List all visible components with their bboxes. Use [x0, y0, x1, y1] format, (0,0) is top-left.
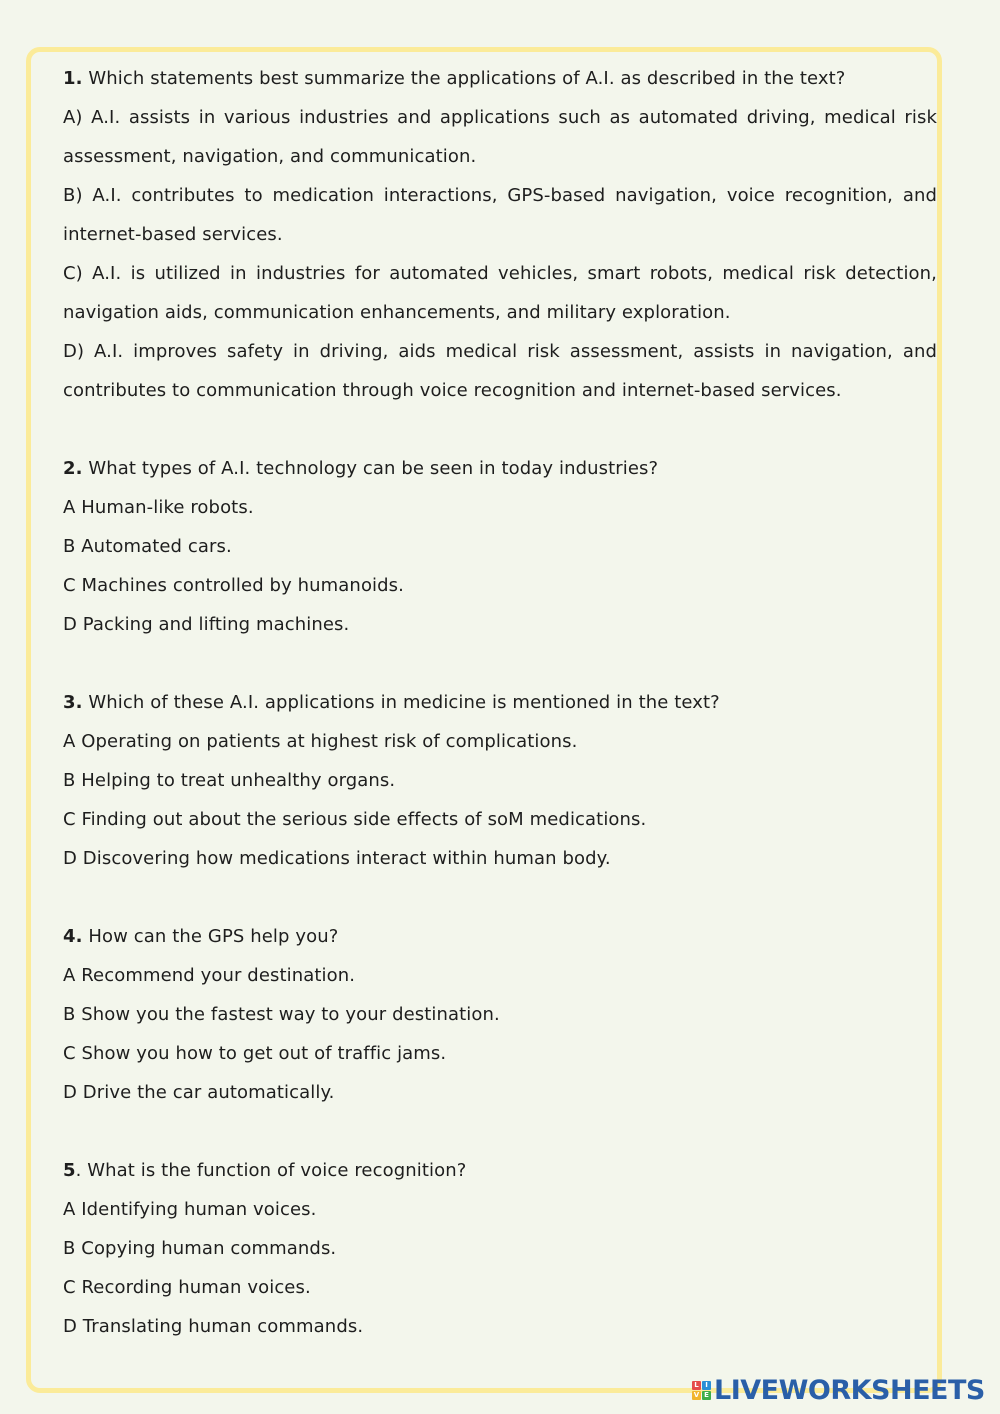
question-2-text: What types of A.I. technology can be seen in today industries?	[82, 458, 659, 479]
question-4-number: 4.	[63, 926, 83, 947]
liveworksheets-logo[interactable]	[692, 1372, 985, 1408]
question-4-text: How can the GPS help you?	[82, 926, 339, 947]
question-3-option-d: D Discovering how medications interact within human body.	[63, 848, 611, 869]
question-1-prompt	[63, 59, 937, 98]
question-5-number: 5	[63, 1160, 76, 1181]
question-2-option-b: B Automated cars.	[63, 536, 232, 557]
question-2-number: 2.	[63, 458, 83, 479]
logo-mark-letter: I	[702, 1381, 711, 1390]
question-1-number: 1.	[63, 68, 83, 89]
question-2-option-d: D Packing and lifting machines.	[63, 614, 350, 635]
question-5-prompt	[63, 1151, 937, 1190]
logo-mark-letter: E	[702, 1391, 711, 1400]
question-2-option-c: C Machines controlled by humanoids.	[63, 575, 404, 596]
question-3	[63, 683, 937, 878]
question-5-text: . What is the function of voice recognition?	[75, 1160, 467, 1181]
question-2-option-a: A Human-like robots.	[63, 497, 254, 518]
question-5-option-c: C Recording human voices.	[63, 1277, 311, 1298]
question-3-prompt	[63, 683, 937, 722]
question-3-text: Which of these A.I. applications in medicine is mentioned in the text?	[82, 692, 720, 713]
question-4-option-a: A Recommend your destination.	[63, 965, 356, 986]
question-1-option-c: C) A.I. is utilized in industries for automated vehicles, smart robots, medical risk detection, navigation aids, communication enhancements, and military exploration.	[63, 263, 937, 323]
question-5-option-d: D Translating human commands.	[63, 1316, 364, 1337]
question-5-option-a: A Identifying human voices.	[63, 1199, 317, 1220]
worksheet-content	[63, 59, 937, 1385]
question-5-option-b: B Copying human commands.	[63, 1238, 337, 1259]
question-4-option-d: D Drive the car automatically.	[63, 1082, 335, 1103]
question-5	[63, 1151, 937, 1346]
question-3-number: 3.	[63, 692, 83, 713]
logo-mark-icon	[692, 1381, 711, 1400]
question-2	[63, 449, 937, 644]
question-3-option-b: B Helping to treat unhealthy organs.	[63, 770, 396, 791]
question-2-prompt	[63, 449, 937, 488]
question-1-option-a: A) A.I. assists in various industries and applications such as automated driving, medical risk assessment, navigation, and communication.	[63, 107, 937, 167]
logo-text: LIVEWORKSHEETS	[714, 1374, 985, 1406]
question-1-option-b: B) A.I. contributes to medication interactions, GPS-based navigation, voice recognition, and internet-based services.	[63, 185, 937, 245]
question-3-option-c: C Finding out about the serious side effects of soM medications.	[63, 809, 647, 830]
question-1-option-d: D) A.I. improves safety in driving, aids medical risk assessment, assists in navigation, and contributes to communication through voice recognition and internet-based services.	[63, 341, 937, 401]
logo-mark-letter: L	[692, 1381, 701, 1390]
question-4-option-b: B Show you the fastest way to your destination.	[63, 1004, 500, 1025]
question-4-option-c: C Show you how to get out of traffic jams.	[63, 1043, 447, 1064]
question-1	[63, 59, 937, 410]
question-4	[63, 917, 937, 1112]
question-1-text: Which statements best summarize the applications of A.I. as described in the text?	[82, 68, 846, 89]
logo-mark-letter: V	[693, 1391, 700, 1399]
question-4-prompt	[63, 917, 937, 956]
question-3-option-a: A Operating on patients at highest risk of complications.	[63, 731, 578, 752]
